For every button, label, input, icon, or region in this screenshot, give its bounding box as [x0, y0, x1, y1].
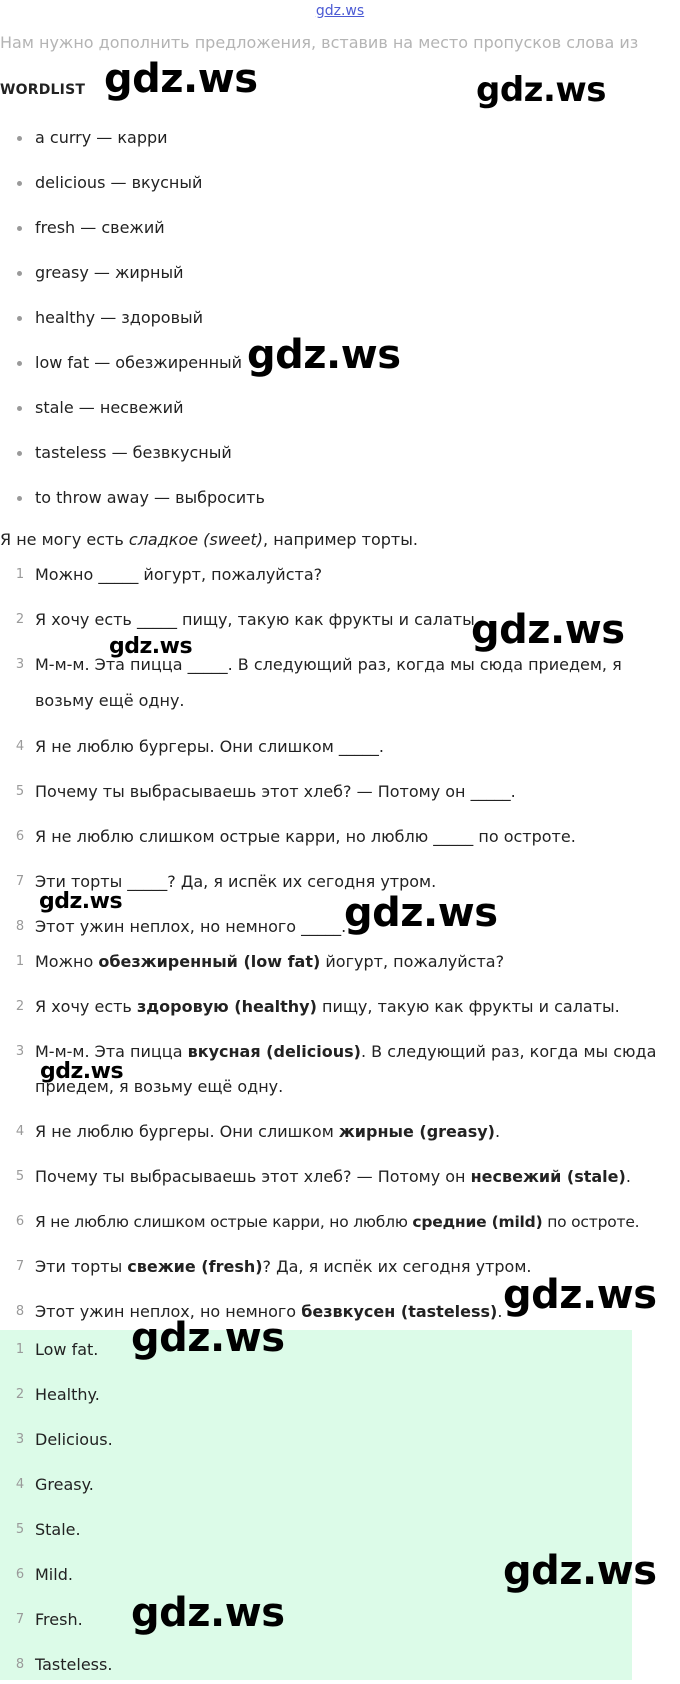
item-number: 2 — [15, 1387, 25, 1402]
watermark: gdz.ws — [131, 1590, 285, 1636]
wordlist-entry: fresh — свежий — [35, 218, 165, 237]
list-item — [0, 443, 680, 488]
wordlist-entry: delicious — вкусный — [35, 173, 203, 192]
item-number: 1 — [15, 1342, 25, 1357]
watermark: gdz.ws — [40, 1059, 124, 1084]
item-number: 6 — [15, 829, 25, 844]
item-number: 4 — [15, 739, 25, 754]
watermark: gdz.ws — [131, 1315, 285, 1361]
list-item — [0, 173, 680, 218]
item-number: 3 — [15, 1432, 25, 1447]
example-italic: сладкое (sweet) — [128, 530, 264, 549]
watermark: gdz.ws — [344, 890, 498, 936]
item-number: 8 — [15, 1657, 25, 1672]
watermark: gdz.ws — [471, 607, 625, 653]
wordlist-entry: tasteless — безвкусный — [35, 443, 232, 462]
watermark: gdz.ws — [247, 332, 401, 378]
bullet-icon — [17, 406, 22, 411]
answer-text: Fresh. — [35, 1610, 83, 1629]
wordlist-title: WORDLIST — [0, 82, 86, 98]
question-text: Я не люблю бургеры. Они слишком _____. — [35, 737, 384, 756]
answers-en-list — [0, 1339, 680, 1684]
watermark: gdz.ws — [503, 1548, 657, 1594]
item-number: 7 — [15, 874, 25, 889]
wordlist-entry: to throw away — выбросить — [35, 488, 265, 507]
question-text: Я не люблю слишком острые карри, но люблю _____ по остроте. — [35, 827, 576, 846]
question-text: М-м-м. Эта пицца _____. В следующий раз, когда мы сюда приедем, я возьму ещё одну. — [35, 655, 622, 710]
list-item — [0, 736, 680, 781]
question-text: Этот ужин неплох, но немного _____. — [35, 917, 347, 936]
site-link[interactable]: gdz.ws — [315, 3, 365, 19]
list-item — [0, 916, 680, 950]
example-after: , например торты. — [263, 530, 418, 549]
item-number: 3 — [15, 1044, 25, 1059]
item-number: 4 — [15, 1124, 25, 1139]
answer-text: Mild. — [35, 1565, 73, 1584]
list-item — [0, 951, 680, 996]
list-item — [0, 488, 680, 533]
wordlist-entry: healthy — здоровый — [35, 308, 204, 327]
list-item — [0, 1211, 680, 1256]
item-number: 1 — [15, 567, 25, 582]
bullet-icon — [17, 136, 22, 141]
item-number: 8 — [15, 1304, 25, 1319]
item-number: 5 — [15, 1169, 25, 1184]
item-number: 6 — [15, 1567, 25, 1582]
item-number: 1 — [15, 954, 25, 969]
item-number: 5 — [15, 784, 25, 799]
bullet-icon — [17, 271, 22, 276]
item-number: 3 — [15, 657, 25, 672]
answer-text: Tasteless. — [35, 1655, 113, 1674]
wordlist-entry: low fat — обезжиренный — [35, 353, 243, 372]
bullet-icon — [17, 181, 22, 186]
list-item — [0, 1384, 680, 1429]
list-item — [0, 1121, 680, 1166]
list-item — [0, 826, 680, 871]
item-number: 7 — [15, 1259, 25, 1274]
list-item — [0, 781, 680, 826]
example-sentence — [0, 530, 418, 552]
answer-highlight: вкусная (delicious) — [187, 1042, 361, 1061]
example-before: Я не могу есть — [0, 530, 129, 549]
bullet-icon — [17, 451, 22, 456]
list-item — [0, 1166, 680, 1211]
answer-text: Greasy. — [35, 1475, 94, 1494]
watermark: gdz.ws — [476, 70, 607, 110]
wordlist-entry: stale — несвежий — [35, 398, 184, 417]
answer-text: Этот ужин неплох, но немного безвкусен (tasteless). — [35, 1302, 503, 1321]
answer-text: Я хочу есть здоровую (healthy) пищу, такую как фрукты и салаты. — [35, 997, 620, 1016]
answer-highlight: свежие (fresh) — [127, 1257, 263, 1276]
list-item — [0, 1474, 680, 1519]
item-number: 6 — [15, 1214, 25, 1229]
answer-text: Я не люблю слишком острые карри, но люблю средние (mild) по остроте. — [35, 1213, 640, 1231]
item-number: 4 — [15, 1477, 25, 1492]
answer-highlight: безвкусен (tasteless) — [301, 1302, 498, 1321]
answer-text: Эти торты свежие (fresh)? Да, я испёк их сегодня утром. — [35, 1257, 532, 1276]
wordlist-entry: greasy — жирный — [35, 263, 184, 282]
answer-text: М-м-м. Эта пицца вкусная (delicious). В следующий раз, когда мы сюда приедем, я возьму ещё одну. — [35, 1042, 657, 1096]
question-text: Почему ты выбрасываешь этот хлеб? — Потому он _____. — [35, 782, 516, 801]
answer-text: Stale. — [35, 1520, 81, 1539]
answer-text: Delicious. — [35, 1430, 113, 1449]
question-text: Я хочу есть _____ пищу, такую как фрукты и салаты. — [35, 610, 480, 629]
bullet-icon — [17, 316, 22, 321]
watermark: gdz.ws — [39, 889, 123, 914]
watermark: gdz.ws — [104, 56, 258, 102]
list-item — [0, 218, 680, 263]
answer-highlight: средние (mild) — [412, 1213, 543, 1231]
question-text: Можно _____ йогурт, пожалуйста? — [35, 565, 323, 584]
answer-text: Почему ты выбрасываешь этот хлеб? — Потому он несвежий (stale). — [35, 1167, 631, 1186]
item-number: 8 — [15, 919, 25, 934]
list-item — [0, 1609, 680, 1654]
watermark: gdz.ws — [503, 1272, 657, 1318]
item-number: 7 — [15, 1612, 25, 1627]
list-item — [0, 263, 680, 308]
list-item — [0, 1429, 680, 1474]
list-item — [0, 1339, 680, 1384]
answer-text: Healthy. — [35, 1385, 100, 1404]
list-item — [0, 398, 680, 443]
list-item — [0, 128, 680, 173]
item-number: 2 — [15, 612, 25, 627]
answer-text: Я не люблю бургеры. Они слишком жирные (greasy). — [35, 1122, 501, 1141]
answer-highlight: несвежий (stale) — [470, 1167, 626, 1186]
answer-text: Можно обезжиренный (low fat) йогурт, пожалуйста? — [35, 952, 505, 971]
bullet-icon — [17, 496, 22, 501]
question-text: Эти торты _____? Да, я испёк их сегодня утром. — [35, 872, 437, 891]
item-number: 2 — [15, 999, 25, 1014]
intro-text: Нам нужно дополнить предложения, вставив на место пропусков слова из — [0, 33, 639, 52]
item-number: 5 — [15, 1522, 25, 1537]
list-item — [0, 564, 680, 609]
answer-highlight: жирные (greasy) — [338, 1122, 495, 1141]
wordlist-entry: a curry — карри — [35, 128, 168, 147]
wordlist — [0, 128, 680, 533]
answer-text: Low fat. — [35, 1340, 99, 1359]
watermark: gdz.ws — [109, 634, 193, 659]
answer-highlight: здоровую (healthy) — [136, 997, 317, 1016]
bullet-icon — [17, 226, 22, 231]
bullet-icon — [17, 361, 22, 366]
answer-highlight: обезжиренный (low fat) — [98, 952, 321, 971]
list-item — [0, 654, 680, 736]
